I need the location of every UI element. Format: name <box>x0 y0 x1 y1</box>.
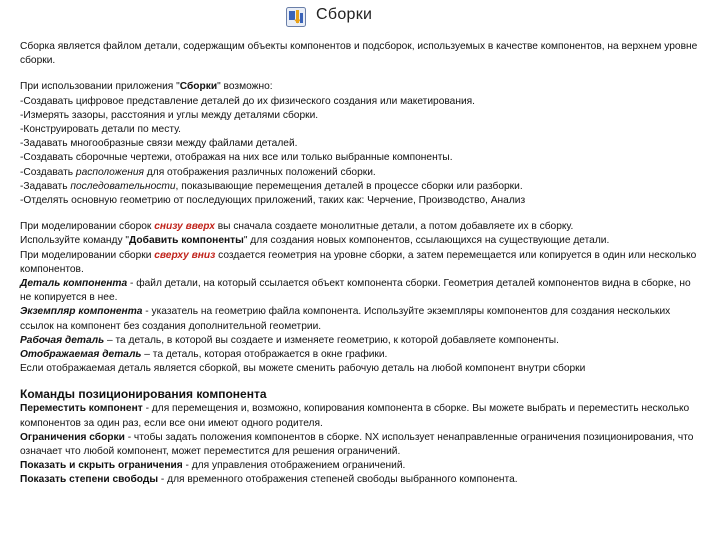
top-down-paragraph <box>20 249 704 277</box>
capability-item <box>20 180 704 194</box>
capability-item-6-start: -Создавать <box>20 166 76 178</box>
degrees-of-freedom-text: - для временного отображения степеней свободы выбранного компонента. <box>158 474 518 486</box>
assembly-constraints-definition <box>20 431 704 459</box>
top-down-end: создается геометрия на уровне сборки, а затем перемещается или копируется в один или несколько компонентов. <box>20 249 697 275</box>
capability-item: -Измерять зазоры, расстояния и углы между деталями сборки. <box>20 109 319 121</box>
capabilities-app-name: Сборки <box>179 81 218 93</box>
move-component-text: - для перемещения и, возможно, копирования компонента в сборке. Вы можете выбрать и переместить несколько компонентов за один раз, если все они имеют одного родителя. <box>20 403 690 429</box>
capability-item: -Создавать цифровое представление деталей до их физического создания или макетирования. <box>20 95 476 107</box>
capability-item: -Отделять основную геометрию от последующих приложений, таких как: Черчение, Производство, Анализ <box>20 195 526 207</box>
assembly-constraints-text: - чтобы задать положения компонентов в сборке. NX использует ненаправленные ограничения позиционирования, что означает что любой компонент, может переместится для решения ограничений. <box>20 431 694 458</box>
assembly-constraints-term: Ограничения сборки <box>20 431 125 443</box>
work-part-switch-note: Если отображаемая деталь является сборкой, вы можете сменить рабочую деталь на любой компонент внутри сборки <box>20 363 586 375</box>
capability-item-7-end: , показывающие перемещения деталей в процессе сборки или разборки. <box>175 180 523 192</box>
component-part-definition <box>20 277 704 305</box>
displayed-part-definition <box>20 348 704 362</box>
degrees-of-freedom-definition <box>20 473 704 487</box>
capabilities-lead-text: При использовании приложения " <box>20 81 180 93</box>
capability-item: -Задавать многообразные связи между файлами деталей. <box>20 138 298 150</box>
intro-paragraph <box>20 40 704 68</box>
displayed-part-term: Отображаемая деталь <box>20 349 142 361</box>
page-title: Сборки <box>316 6 373 23</box>
bottom-up-paragraph <box>20 220 704 234</box>
capabilities-lead-tail: " возможно: <box>217 81 273 93</box>
capability-item-6-end: для отображения различных положений сборки. <box>143 166 376 178</box>
intro-term: Сборка <box>20 41 55 52</box>
intro-text: является файлом детали, содержащим объекты компонентов и подсборок, используемых в качестве компонентов, на верхнем уровне сборки. <box>20 41 698 67</box>
capability-item-7-start: -Задавать <box>20 180 71 192</box>
move-component-definition <box>20 402 704 430</box>
displayed-part-text: – та деталь, которая отображается в окне графики. <box>141 349 388 361</box>
assembly-app-icon <box>286 7 306 27</box>
capability-item-7-term: последовательности <box>70 180 176 192</box>
component-instance-definition <box>20 305 704 333</box>
component-part-text: - файл детали, на который ссылается объект компонента сборки. Геометрия деталей компонентов видна в сборке, но не копируется в нее. <box>20 278 691 304</box>
slide-header <box>0 4 720 30</box>
top-down-start: При моделировании сборки <box>20 249 155 261</box>
capability-item-6-term: расположения <box>75 166 144 178</box>
capability-item: -Конструировать детали по месту. <box>20 124 182 136</box>
add-components-end: " для создания новых компонентов, ссылающихся на существующие детали. <box>243 235 610 247</box>
work-part-term: Рабочая деталь <box>20 334 105 346</box>
component-part-term: Деталь компонента <box>20 278 128 290</box>
show-hide-constraints-term: Показать и скрыть ограничения <box>20 460 183 472</box>
show-hide-constraints-definition <box>20 459 704 473</box>
degrees-of-freedom-term: Показать степени свободы <box>20 474 159 486</box>
add-components-start: Используйте команду " <box>20 235 130 247</box>
add-components-command: Добавить компоненты <box>129 235 244 247</box>
work-part-definition <box>20 334 704 348</box>
positioning-heading: Команды позиционирования компонента <box>20 387 267 402</box>
document-body <box>20 40 704 488</box>
show-hide-constraints-text: - для управления отображением ограничений. <box>182 460 406 472</box>
capabilities-lead <box>20 80 704 94</box>
work-part-text: – та деталь, в которой вы создаете и изменяете геометрию, к которой добавляете компоненты. <box>104 334 559 346</box>
bottom-up-end: вы сначала создаете монолитные детали, а потом добавляете их в сборку. <box>214 221 574 233</box>
component-instance-term: Экземпляр компонента <box>20 306 143 318</box>
bottom-up-start: При моделировании сборок <box>20 221 155 233</box>
bottom-up-term: снизу вверх <box>154 221 215 233</box>
move-component-term: Переместить компонент <box>20 403 143 415</box>
capability-item <box>20 166 704 180</box>
component-instance-text: - указатель на геометрию файла компонента. Используйте экземпляры компонентов для создания нескольких ссылок на компонент без создания дополнительной геометрии. <box>20 306 671 332</box>
add-components-paragraph <box>20 234 704 248</box>
top-down-term: сверху вниз <box>154 249 216 261</box>
capability-item: -Создавать сборочные чертежи, отображая на них все или только выбранные компоненты. <box>20 152 453 164</box>
